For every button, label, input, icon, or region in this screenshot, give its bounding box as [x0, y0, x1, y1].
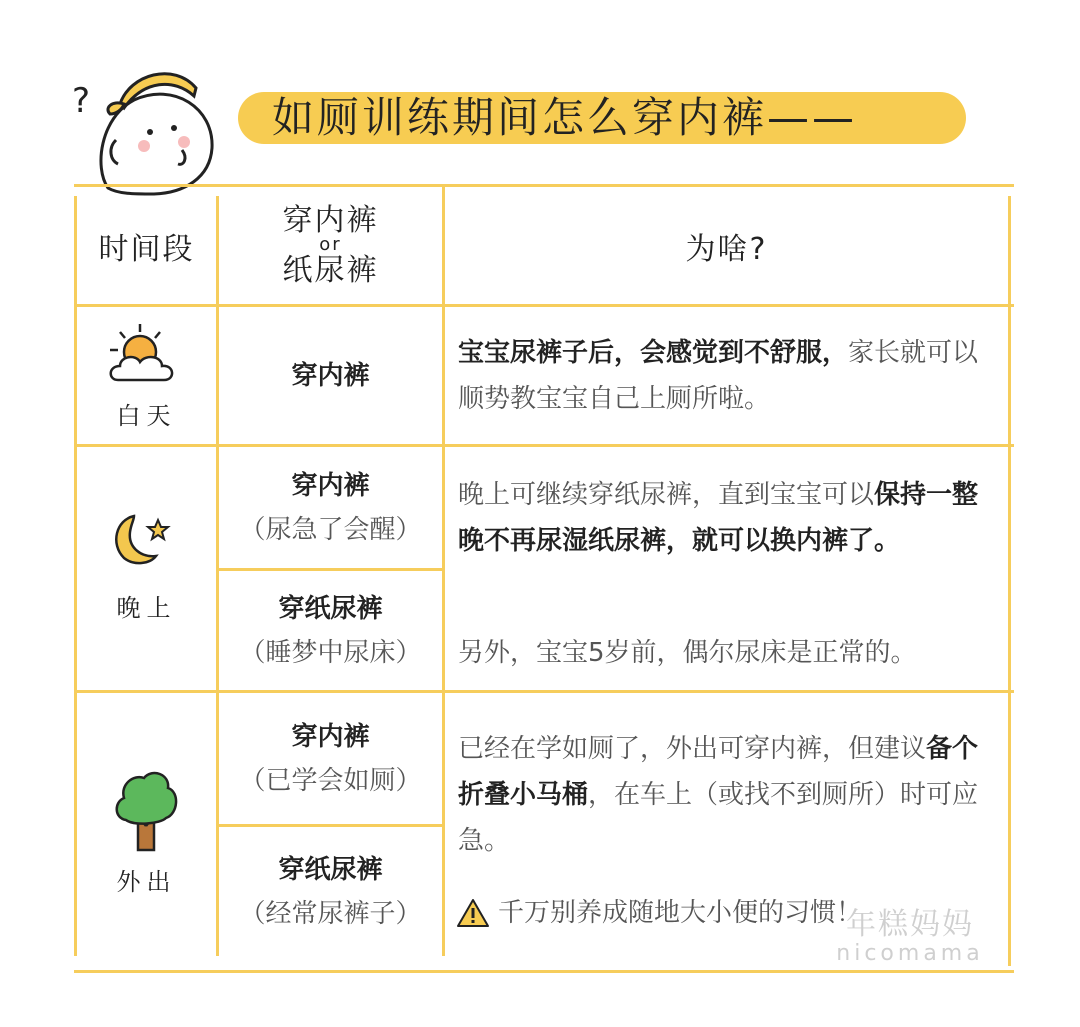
mascot-illustration — [64, 48, 234, 198]
choice-night-diaper: 穿纸尿裤 （睡梦中尿床） — [239, 593, 422, 668]
reason-night-note: 另外，宝宝5岁前，偶尔尿床是正常的。 — [458, 638, 917, 668]
warning-icon — [456, 898, 490, 928]
watermark: 年糕妈妈 nicomama — [836, 907, 984, 966]
table-divider-day — [74, 444, 1014, 447]
header-time-period: 时间段 — [98, 231, 195, 267]
row-label-daytime: 白天 — [116, 402, 177, 430]
choice-outing-diaper: 穿纸尿裤 （经常尿裤子） — [239, 854, 422, 929]
moon-star-icon — [104, 512, 174, 568]
svg-text:?: ? — [72, 81, 91, 121]
reason-outing: 已经在学如厕了，外出可穿内裤，但建议备个折叠小马桶，在车上（或找不到厕所）时可应急。 — [458, 734, 979, 856]
table-border-bottom — [74, 970, 1014, 973]
tree-icon — [112, 764, 182, 852]
table-border-left — [74, 196, 77, 956]
row-label-outing: 外出 — [116, 868, 177, 896]
page-title: 如厕训练期间怎么穿内裤—— — [272, 93, 858, 142]
header-underwear-or-diaper: 穿内裤 or 纸尿裤 — [282, 202, 379, 288]
table-border-right — [1008, 196, 1011, 966]
sun-cloud-icon — [106, 322, 180, 388]
choice-outing-underwear: 穿内裤 （已学会如厕） — [239, 721, 422, 796]
table-divider-night — [74, 690, 1014, 693]
reason-daytime: 宝宝尿裤子后，会感觉到不舒服，家长就可以顺势教宝宝自己上厕所啦。 — [458, 338, 979, 414]
header-why: 为啥? — [685, 231, 768, 267]
row-label-night: 晚上 — [116, 594, 177, 622]
choice-daytime-underwear: 穿内裤 — [291, 360, 370, 391]
reason-outing-warning: 千万别养成随地大小便的习惯！ — [456, 890, 1001, 936]
choice-night-underwear: 穿内裤 （尿急了会醒） — [239, 470, 422, 545]
reason-night: 晚上可继续穿纸尿裤，直到宝宝可以保持一整晚不再尿湿纸尿裤，就可以换内裤了。 — [458, 480, 979, 556]
table-divider-header — [74, 304, 1014, 307]
